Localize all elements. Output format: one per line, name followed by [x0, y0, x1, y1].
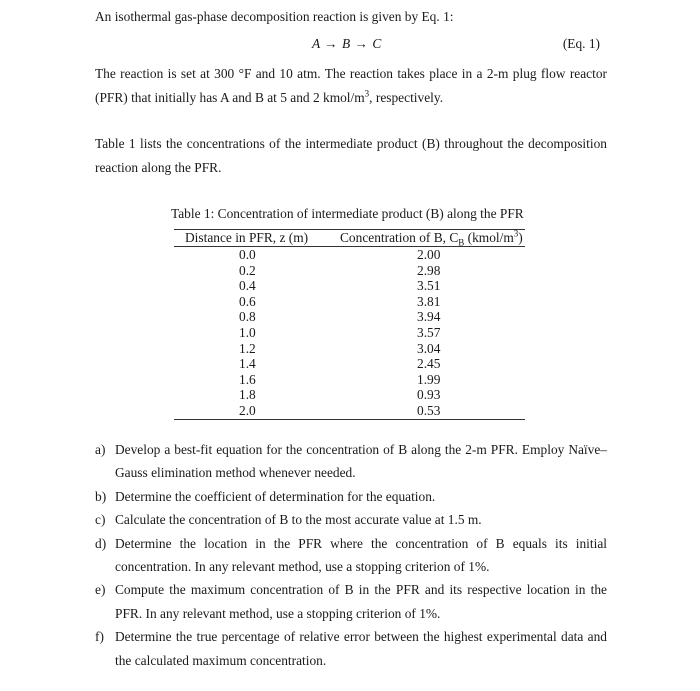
conditions-text-end: , respectively.	[369, 89, 444, 105]
table-row	[174, 278, 525, 294]
question-text: Compute the maximum concentration of B in the PFR and its respective location in the PFR. In any relevant method, use a stopping criterion of 1%.	[115, 582, 607, 621]
cell-concentration: 3.04	[417, 340, 441, 356]
question-text: Determine the coefficient of determination for the equation.	[115, 488, 436, 504]
table-caption: Table 1: Concentration of intermediate product (B) along the PFR	[171, 206, 524, 221]
cell-concentration: 3.94	[417, 309, 441, 325]
question-item	[95, 438, 607, 485]
question-label: c)	[95, 512, 106, 528]
conditions-text: The reaction is set at 300 °F and 10 atm. The reaction takes place in a 2-m plug flow reactor (PFR) that initially has A and B at 5 and 2 kmol/m	[95, 66, 607, 105]
unit-exponent: 3	[364, 88, 370, 99]
cell-distance: 0.6	[239, 293, 256, 309]
table-row	[174, 247, 525, 263]
question-label: f)	[95, 629, 104, 645]
cell-distance: 1.6	[239, 371, 256, 387]
question-text: Calculate the concentration of B to the most accurate value at 1.5 m.	[115, 512, 482, 528]
cell-concentration: 3.81	[417, 293, 441, 309]
table-row	[174, 356, 525, 372]
reaction-conditions-paragraph	[95, 62, 607, 109]
header-concentration: Concentration of B, $C_B$ $(kmol/m^3)$	[330, 230, 525, 247]
question-item	[95, 532, 607, 579]
cell-concentration: 0.53	[330, 403, 525, 419]
question-label: e)	[95, 582, 106, 598]
reaction-equation	[312, 36, 382, 52]
question-text: Develop a best-fit equation for the concentration of B along the 2-m PFR. Employ Naïve–Gauss elimination method whenever needed.	[115, 442, 607, 481]
cell-concentration: 1.99	[417, 371, 441, 387]
cell-distance: 1.4	[239, 356, 256, 372]
header-distance: Distance in PFR, z (m)	[174, 230, 330, 247]
species-c: C	[372, 36, 382, 51]
table-row	[174, 372, 525, 388]
cell-distance: 1.2	[239, 340, 256, 356]
cell-distance: 0.0	[239, 247, 256, 262]
species-b: B	[342, 36, 351, 51]
equation-number: (Eq. 1)	[562, 36, 600, 51]
cell-concentration: 3.51	[417, 278, 441, 294]
question-item	[95, 485, 607, 508]
table-row	[174, 294, 525, 310]
arrow-icon: →	[354, 36, 369, 51]
table-row	[174, 309, 525, 325]
cell-concentration: 2.98	[417, 262, 441, 278]
cell-concentration: 2.45	[417, 356, 441, 372]
species-a: A	[312, 36, 321, 51]
cell-distance: 0.2	[239, 262, 256, 278]
cell-distance: 1.8	[239, 387, 256, 403]
question-text: Determine the true percentage of relative error between the highest experimental data and the calculated maximum concentration.	[115, 629, 607, 668]
question-label: b)	[95, 488, 107, 504]
cell-distance: 0.8	[239, 309, 256, 325]
table-row	[174, 403, 525, 419]
question-item	[95, 625, 607, 672]
cell-distance: 1.0	[239, 324, 256, 340]
table-row	[174, 325, 525, 341]
table-row	[174, 263, 525, 279]
cell-distance: 0.4	[239, 278, 256, 294]
table-intro-paragraph: Table 1 lists the concentrations of the intermediate product (B) throughout the decomposition reaction along the PFR.	[95, 136, 607, 175]
intro-text: An isothermal gas-phase decomposition reaction is given by Eq. 1:	[95, 9, 454, 24]
cell-concentration: 0.93	[417, 387, 441, 403]
question-item	[95, 578, 607, 625]
table-row	[174, 341, 525, 357]
cell-distance: 2.0	[174, 403, 330, 419]
table-row	[174, 387, 525, 403]
equation-row	[95, 36, 607, 56]
cell-concentration: 2.00	[417, 247, 441, 262]
table-header-row	[174, 230, 525, 247]
question-item	[95, 508, 607, 531]
concentration-table	[174, 229, 525, 420]
arrow-icon: →	[324, 36, 339, 51]
question-list	[95, 438, 607, 672]
question-label: d)	[95, 535, 107, 551]
question-label: a)	[95, 442, 106, 457]
question-text: Determine the location in the PFR where the concentration of B equals its initial concentration. In any relevant method, use a stopping criterion of 1%.	[115, 535, 607, 575]
cell-concentration: 3.57	[417, 324, 441, 340]
